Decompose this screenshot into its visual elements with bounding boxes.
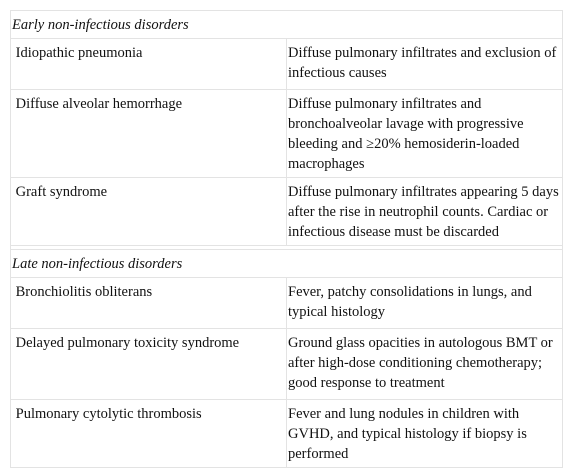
table-row: [11, 278, 563, 329]
disorder-name: Bronchiolitis obliterans: [11, 278, 287, 329]
table-row: [11, 90, 563, 178]
section-heading: Early non-infectious disorders: [11, 11, 563, 39]
disorder-name: Delayed pulmonary toxicity syndrome: [11, 329, 287, 400]
disorder-definition: Fever and lung nodules in children with GVHD, and typical histology if biopsy is performed: [287, 400, 563, 468]
section-header-row: [11, 11, 563, 39]
disorders-table: [10, 10, 563, 468]
table-row: [11, 329, 563, 400]
disorder-name: Graft syndrome: [11, 178, 287, 246]
section-heading: Late non-infectious disorders: [11, 250, 563, 278]
disorder-name: Idiopathic pneumonia: [11, 39, 287, 90]
table-row: [11, 39, 563, 90]
disorder-definition: Diffuse pulmonary infiltrates and exclusion of infectious causes: [287, 39, 563, 90]
table-row: [11, 400, 563, 468]
disorder-name: Pulmonary cytolytic thrombosis: [11, 400, 287, 468]
disorder-definition: Fever, patchy consolidations in lungs, and typical histology: [287, 278, 563, 329]
disorder-definition: Diffuse pulmonary infiltrates appearing 5 days after the rise in neutrophil counts. Cardiac or infectious disease must be discarded: [287, 178, 563, 246]
section-header-row: [11, 250, 563, 278]
table-row: [11, 178, 563, 246]
disorder-definition: Ground glass opacities in autologous BMT or after high-dose conditioning chemotherapy; good response to treatment: [287, 329, 563, 400]
disorder-name: Diffuse alveolar hemorrhage: [11, 90, 287, 178]
disorder-definition: Diffuse pulmonary infiltrates and bronchoalveolar lavage with progressive bleeding and ≥20% hemosiderin-loaded macrophages: [287, 90, 563, 178]
